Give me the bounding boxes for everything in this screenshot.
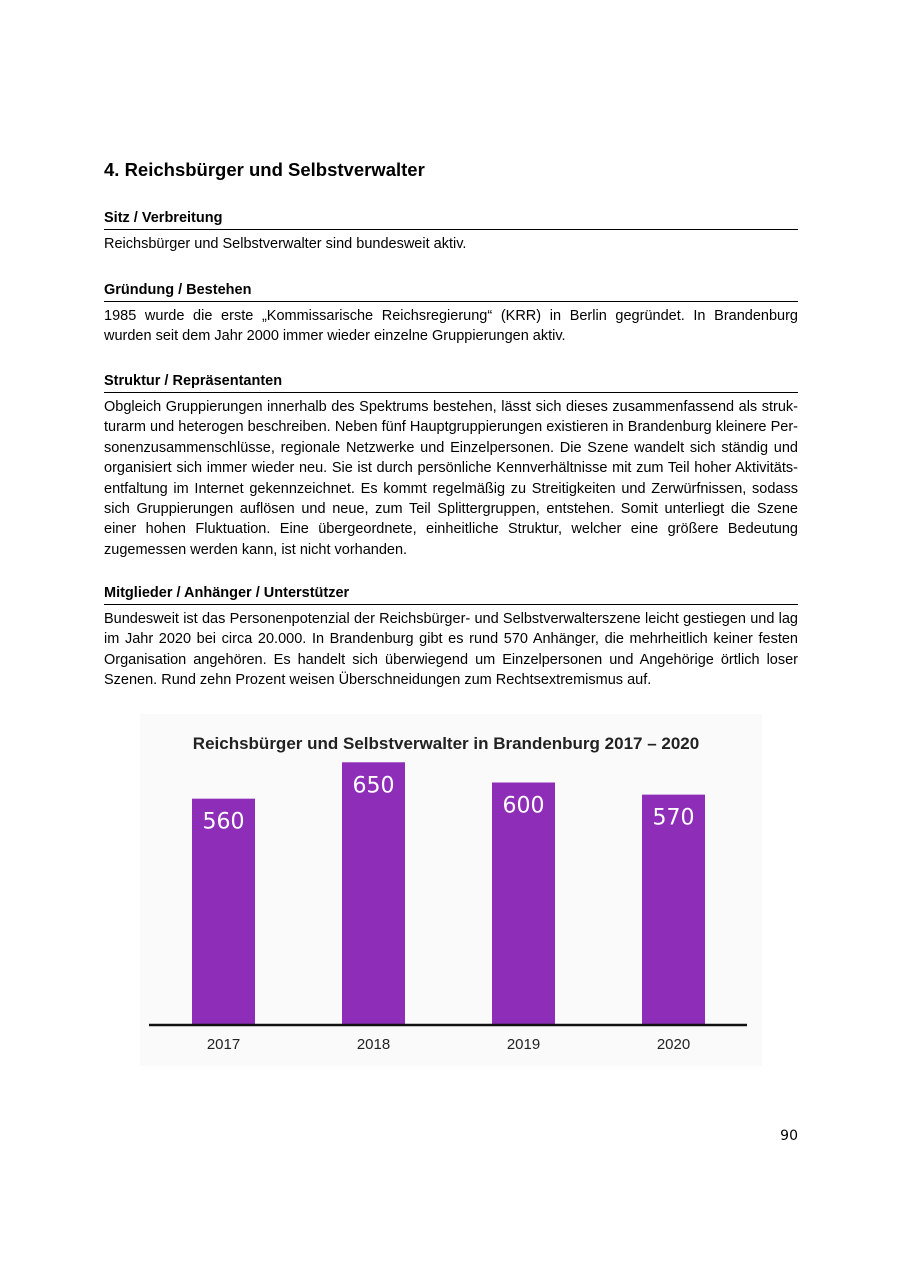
section-text: Obgleich Gruppierungen innerhalb des Spektrums bestehen, lässt sich dieses zusammenfassend als strukturarm und heterogen beschreiben. Neben fünf Hauptgruppierungen existieren in Brandenburg kleinere Personenzusammenschlüsse, regionale Netzwerke und Einzelpersonen. Die Szene wandelt sich ständig und organisiert sich immer wieder neu. Sie ist durch persönliche Kennverhältnisse mit zum Teil hoher Aktivitätsentfaltung im Internet gekennzeichnet. Es kommt regelmäßig zu Streitigkeiten und Zerwürfnissen, sodass sich Gruppierungen auflösen und neue, zum Teil Splittergruppen, entstehen. Somit unterliegt die Szene einer hohen Fluktuation. Eine übergeordnete, einheitliche Struktur, welcher eine größere Bedeutung zugemessen werden kann, ist nicht vorhanden. [104, 399, 798, 558]
section-mitglieder-anhaenger [104, 584, 798, 691]
chart-title: Reichsbürger und Selbstverwalter in Brandenburg 2017 – 2020 [192, 734, 700, 753]
data-label-2018: 650 [352, 773, 395, 799]
chart-canvas [140, 714, 762, 1066]
section-gruendung-bestehen [104, 281, 798, 347]
section-heading: Sitz / Verbreitung [104, 209, 798, 230]
section-struktur-repraesentanten [104, 372, 798, 560]
page-title: 4. Reichsbürger und Selbstverwalter [104, 159, 425, 180]
data-label-2020: 570 [652, 805, 695, 831]
page-number: 90 [780, 1128, 798, 1144]
x-tick-label-2019: 2019 [506, 1036, 541, 1053]
section-text: 1985 wurde die erste „Kommissarische Reichsregierung“ (KRR) in Berlin gegründet. In Brandenburg wurden seit dem Jahr 2000 immer wieder einzelne Gruppierungen aktiv. [104, 308, 798, 345]
section-heading: Mitglieder / Anhänger / Unterstützer [104, 584, 798, 605]
section-heading: Gründung / Bestehen [104, 281, 798, 302]
bar-2018 [342, 762, 405, 1025]
bar-2019 [492, 783, 555, 1026]
section-text: Reichsbürger und Selbstverwalter sind bundesweit aktiv. [104, 236, 467, 252]
section-heading: Struktur / Repräsentanten [104, 372, 798, 393]
bar-chart [140, 714, 762, 1066]
data-label-2019: 600 [502, 793, 545, 819]
x-tick-label-2017: 2017 [206, 1036, 241, 1053]
x-tick-label-2020: 2020 [656, 1036, 691, 1053]
section-text: Bundesweit ist das Personenpotenzial der Reichsbürger- und Selbstverwalterszene leicht gestiegen und lag im Jahr 2020 bei circa 20.000. In Brandenburg gibt es rund 570 Anhänger, die mehrheitlich keiner festen Organisation angehören. Es handelt sich überwiegend um Einzelpersonen und Angehörige örtlich loser Szenen. Rund zehn Prozent weisen Überschneidungen zum Rechtsextremismus auf. [104, 611, 798, 689]
data-label-2017: 560 [202, 809, 245, 835]
x-tick-label-2018: 2018 [356, 1036, 391, 1053]
section-sitz-verbreitung [104, 209, 798, 254]
